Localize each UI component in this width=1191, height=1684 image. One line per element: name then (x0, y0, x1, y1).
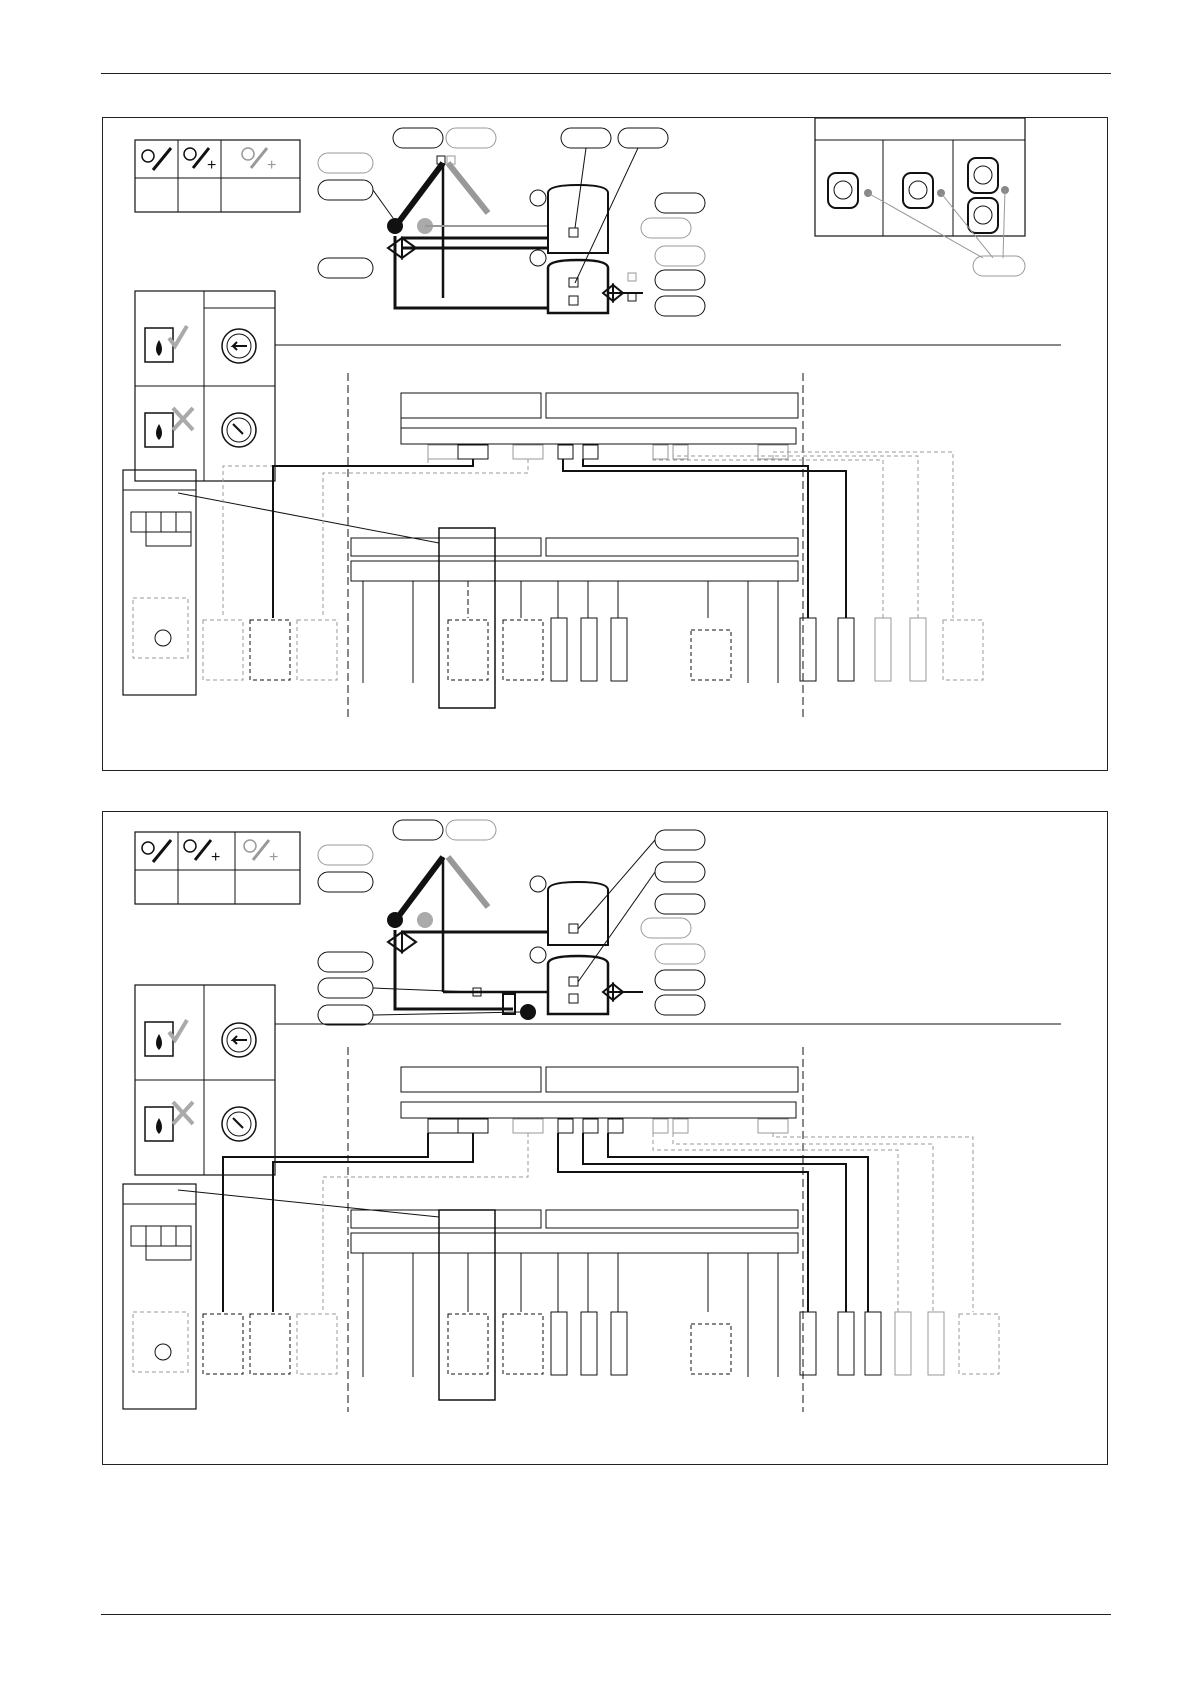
burner-legend (135, 291, 275, 481)
svg-text:+: + (207, 157, 217, 174)
solar-mode-legend (135, 140, 300, 212)
svg-text:+: + (211, 849, 221, 866)
burner-off-icon (145, 408, 193, 447)
burner-on-icon (145, 326, 187, 362)
sun-plus-icon (184, 148, 216, 174)
wiring (223, 452, 953, 683)
wiring-diagram-panel-2 (102, 811, 1108, 1465)
solar-collector-circuit (318, 820, 548, 1025)
storage-tanks (530, 830, 705, 1015)
wiring-diagram-panel-1 (102, 117, 1108, 771)
svg-text:+: + (267, 157, 277, 174)
sun-icon (142, 840, 171, 862)
sun-icon (142, 148, 171, 170)
wiring-diagram-2 (103, 812, 1109, 1466)
sun-plus-icon (184, 840, 220, 866)
header-rule (101, 73, 1111, 74)
solar-mode-legend (135, 832, 300, 904)
dial-right-icon (222, 1107, 256, 1141)
dial-left-icon (222, 1023, 256, 1057)
burner-legend (135, 985, 275, 1175)
upper-terminal-strip (348, 373, 803, 718)
remote-unit (123, 470, 196, 695)
remote-unit (123, 1184, 196, 1409)
sun-plus-grey-icon (242, 148, 276, 174)
dial-left-icon (222, 329, 256, 363)
solar-collector-circuit (318, 128, 548, 308)
wiring (223, 1133, 973, 1377)
tank-configuration-legend (815, 118, 1025, 276)
dial-right-icon (222, 413, 256, 447)
svg-text:+: + (269, 849, 279, 866)
storage-tanks (530, 128, 705, 316)
burner-on-icon (145, 1020, 187, 1056)
sun-plus-grey-icon (244, 840, 278, 866)
upper-terminal-strip (348, 1047, 803, 1412)
wiring-diagram-1 (103, 118, 1109, 772)
lower-terminal-strip (178, 493, 798, 708)
burner-off-icon (145, 1102, 193, 1141)
field-devices (203, 618, 983, 681)
footer-rule (101, 1614, 1111, 1615)
field-devices (203, 1312, 999, 1375)
